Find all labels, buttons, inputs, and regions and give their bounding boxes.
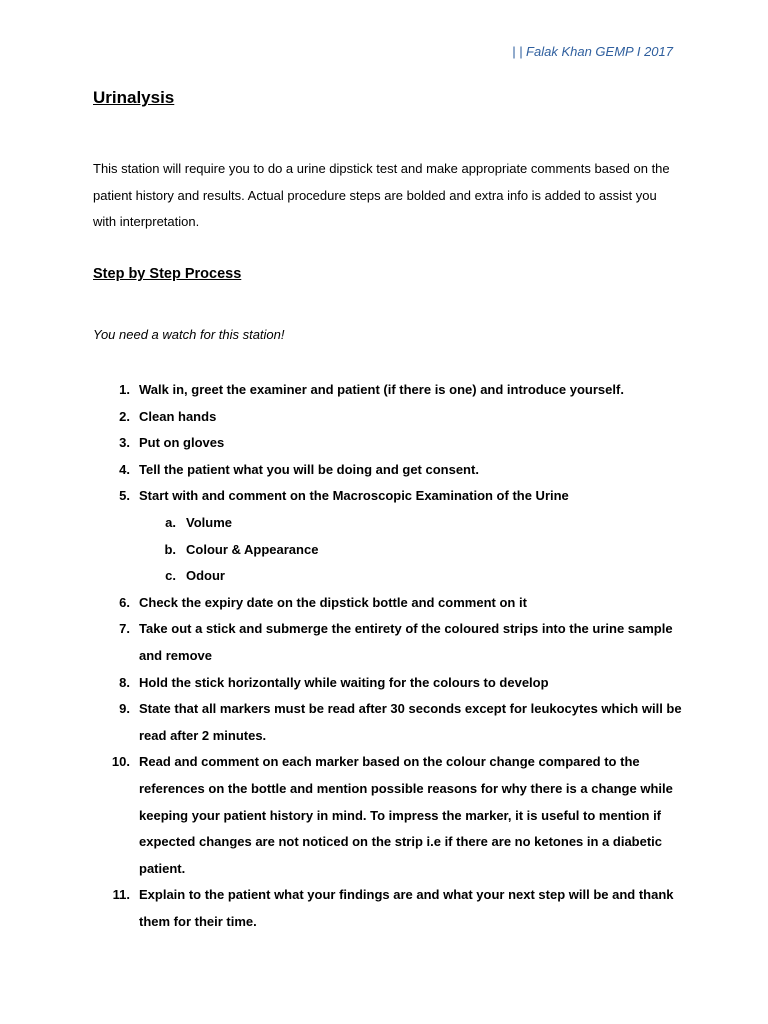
step-item (93, 616, 683, 669)
step-number: 10. (111, 754, 130, 770)
step-text: Explain to the patient what your findings are and what your next step will be and thank them for their time. (139, 887, 674, 929)
step-number: 6. (119, 594, 130, 610)
sub-item (139, 537, 683, 564)
page-title: Urinalysis (93, 88, 175, 107)
step-text: Tell the patient what you will be doing and get consent. (139, 461, 479, 477)
sub-item-text: Volume (186, 514, 232, 530)
step-item (93, 377, 683, 404)
step-text: Clean hands (139, 408, 217, 424)
step-number: 1. (119, 382, 130, 397)
step-number: 9. (119, 701, 130, 717)
sub-item (139, 563, 683, 590)
step-number: 4. (119, 461, 130, 477)
sub-item-letter: a. (165, 514, 176, 530)
section-heading: Step by Step Process (93, 266, 242, 282)
step-number: 2. (119, 408, 130, 424)
step-item (93, 749, 683, 882)
sub-item-letter: b. (164, 541, 176, 557)
steps-list (93, 377, 683, 935)
step-text: Check the expiry date on the dipstick bottle and comment on it (139, 594, 527, 610)
sub-item-text: Colour & Appearance (186, 541, 319, 557)
step-text: Walk in, greet the examiner and patient (if there is one) and introduce yourself. (139, 382, 624, 397)
sub-list (139, 510, 683, 590)
step-number: 11. (112, 887, 130, 903)
sub-item (139, 510, 683, 537)
step-text: Hold the stick horizontally while waiting for the colours to develop (139, 674, 549, 690)
step-number: 8. (119, 674, 130, 690)
step-text: Take out a stick and submerge the entirety of the coloured strips into the urine sample and remove (139, 621, 673, 663)
step-item (93, 483, 683, 589)
step-number: 7. (119, 621, 130, 637)
step-item (93, 590, 683, 617)
sub-item-letter: c. (165, 568, 176, 584)
step-text: Put on gloves (139, 435, 225, 451)
intro-paragraph: This station will require you to do a urine dipstick test and make appropriate comments based on the patient history and results. Actual procedure steps are bolded and extra info is added to assist you with interpretation. (93, 161, 670, 229)
step-text: State that all markers must be read after 30 seconds except for leukocytes which will be read after 2 minutes. (139, 701, 682, 743)
step-item (93, 696, 683, 749)
step-item (93, 670, 683, 697)
step-number: 5. (119, 488, 130, 504)
step-text: Start with and comment on the Macroscopic Examination of the Urine (139, 488, 569, 504)
step-item (93, 457, 683, 484)
watch-note: You need a watch for this station! (93, 327, 285, 342)
step-item (93, 430, 683, 457)
sub-item-text: Odour (186, 568, 225, 584)
step-number: 3. (119, 435, 130, 451)
step-text: Read and comment on each marker based on the colour change compared to the references on the bottle and mention possible reasons for why there is a change while keeping your patient history in mind. To impress the marker, it is useful to mention if expected changes are not noticed on the strip i.e if there are no ketones in a diabetic patient. (139, 754, 673, 876)
step-item (93, 404, 683, 431)
page-header: | | Falak Khan GEMP I 2017 (512, 44, 673, 59)
step-item (93, 882, 683, 935)
